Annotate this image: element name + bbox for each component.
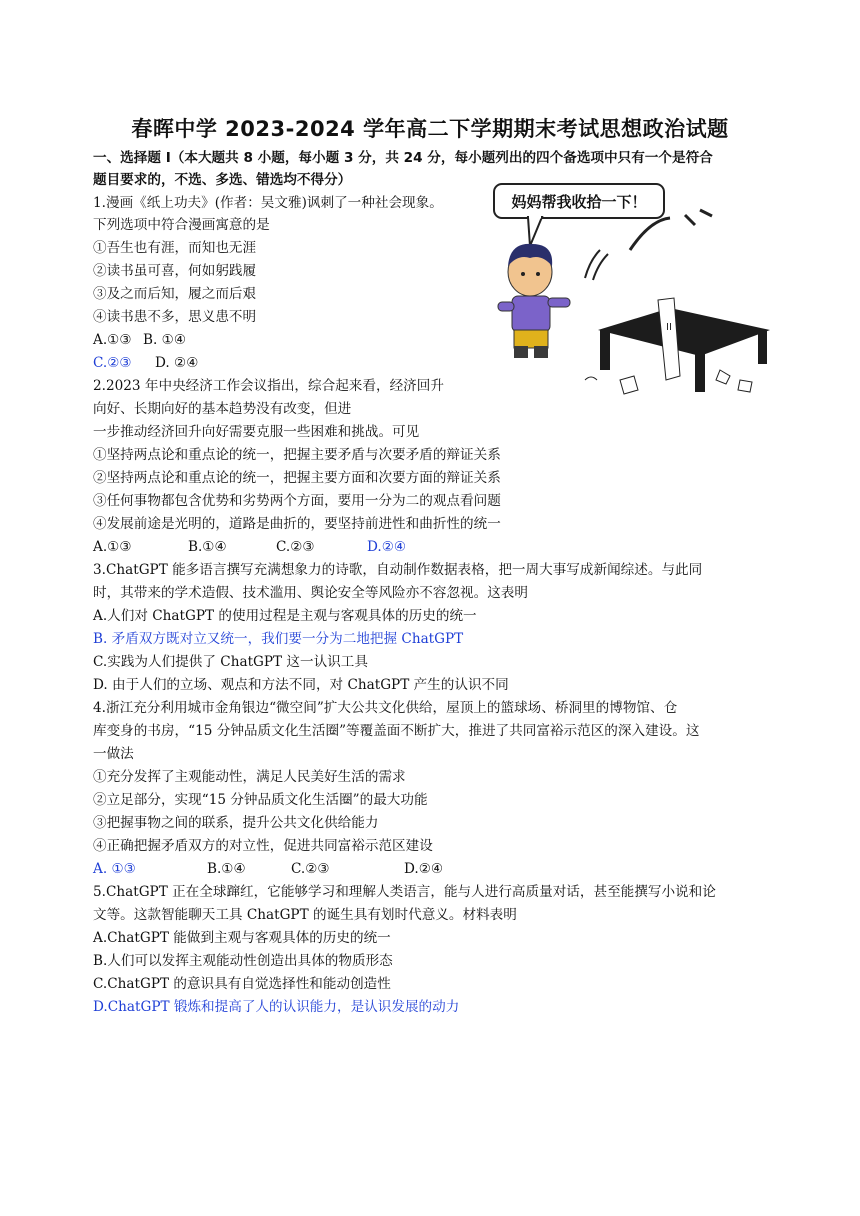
q1-option-c: C.②③ [93, 355, 132, 371]
comic-illustration [490, 180, 780, 400]
q2-stem-cont: 向好、长期向好的基本趋势没有改变，但进 [93, 401, 352, 417]
q5-option-c: C.ChatGPT 的意识具有自觉选择性和能动创造性 [93, 976, 391, 992]
table-drawing [585, 298, 770, 394]
q3-stem: 3.ChatGPT 能多语言撰写充满想象力的诗歌，自动制作数据表格，把一周大事写成新闻综述。与此同 [93, 562, 703, 578]
q3-option-c: C.实践为人们提供了 ChatGPT 这一认识工具 [93, 654, 368, 670]
q1-item-4: ④读书患不多，思义患不明 [93, 309, 257, 325]
q5-stem-cont: 文等。这款智能聊天工具 ChatGPT 的诞生具有划时代意义。材料表明 [93, 907, 517, 923]
q3-option-d: D. 由于人们的立场、观点和方法不同，对 ChatGPT 产生的认识不同 [93, 677, 509, 693]
speech-bubble-text: 妈妈帮我收拾一下！ [511, 193, 647, 211]
q4-item-3: ③把握事物之间的联系，提升公共文化供给能力 [93, 815, 379, 831]
q4-stem: 4.浙江充分利用城市金角银边“微空间”扩大公共文化供给，屋顶上的篮球场、桥洞里的博物馆、仓 [93, 700, 678, 716]
q4-stem-cont-2: 一做法 [93, 746, 134, 762]
q1-option-a: A.①③ [93, 332, 132, 348]
q4-item-4: ④正确把握矛盾双方的对立性，促进共同富裕示范区建设 [93, 838, 433, 854]
q1-option-b: B. ①④ [143, 332, 187, 348]
section-heading: 一、选择题 I（本大题共 8 小题，每小题 3 分，共 24 分，每小题列出的四个备选项中只有一个是符合 [93, 150, 713, 166]
page-title: 春晖中学 2023-2024 学年高二下学期期末考试思想政治试题 [131, 117, 729, 141]
section-heading-cont: 题目要求的，不选、多选、错选均不得分） [93, 172, 352, 188]
q1-stem-cont: 下列选项中符合漫画寓意的是 [93, 217, 270, 233]
q2-stem: 2.2023 年中央经济工作会议指出，综合起来看，经济回升 [93, 378, 444, 394]
q2-item-4: ④发展前途是光明的，道路是曲折的，要坚持前进性和曲折性的统一 [93, 516, 501, 532]
q4-stem-cont: 库变身的书房，“15 分钟品质文化生活圈”等覆盖面不断扩大，推进了共同富裕示范区的深入建设。这 [93, 723, 700, 739]
q2-option-d: D.②④ [367, 539, 407, 555]
q3-option-b: B. 矛盾双方既对立又统一，我们要一分为二地把握 ChatGPT [93, 631, 464, 647]
boy-figure [498, 244, 570, 358]
q2-item-3: ③任何事物都包含优势和劣势两个方面，要用一分为二的观点看问题 [93, 493, 501, 509]
q1-item-3: ③及之而后知，履之而后艰 [93, 286, 257, 302]
q1-item-1: ①吾生也有涯，而知也无涯 [93, 240, 257, 256]
q2-option-c: C.②③ [276, 539, 315, 555]
q1-option-d: D. ②④ [155, 355, 199, 371]
q2-option-a: A.①③ [93, 539, 132, 555]
q2-option-b: B.①④ [188, 539, 227, 555]
q5-stem: 5.ChatGPT 正在全球蹿红，它能够学习和理解人类语言，能与人进行高质量对话，甚至能撰写小说和论 [93, 884, 716, 900]
q2-item-1: ①坚持两点论和重点论的统一，把握主要矛盾与次要矛盾的辩证关系 [93, 447, 501, 463]
q3-stem-cont: 时，其带来的学术造假、技术滥用、舆论安全等风险亦不容忽视。这表明 [93, 585, 528, 601]
q1-item-2: ②读书虽可喜，何如躬践履 [93, 263, 257, 279]
q4-option-b: B.①④ [207, 861, 246, 877]
q3-option-a: A.人们对 ChatGPT 的使用过程是主观与客观具体的历史的统一 [93, 608, 477, 624]
q2-stem-cont-2: 一步推动经济回升向好需要克服一些困难和挑战。可见 [93, 424, 420, 440]
q2-item-2: ②坚持两点论和重点论的统一，把握主要方面和次要方面的辩证关系 [93, 470, 501, 486]
q4-item-2: ②立足部分，实现“15 分钟品质文化生活圈”的最大功能 [93, 792, 428, 808]
q4-option-c: C.②③ [291, 861, 330, 877]
q5-option-d: D.ChatGPT 锻炼和提高了人的认识能力，是认识发展的动力 [93, 999, 460, 1015]
q4-item-1: ①充分发挥了主观能动性，满足人民美好生活的需求 [93, 769, 406, 785]
q1-stem: 1.漫画《纸上功夫》(作者：吴文雅)讽刺了一种社会现象。 [93, 195, 443, 211]
q5-option-b: B.人们可以发挥主观能动性创造出具体的物质形态 [93, 953, 393, 969]
svg-text:ⅠⅠ: ⅠⅠ [666, 322, 672, 333]
q4-option-a: A. ①③ [93, 861, 136, 877]
q4-option-d: D.②④ [404, 861, 444, 877]
q5-option-a: A.ChatGPT 能做到主观与客观具体的历史的统一 [93, 930, 391, 946]
